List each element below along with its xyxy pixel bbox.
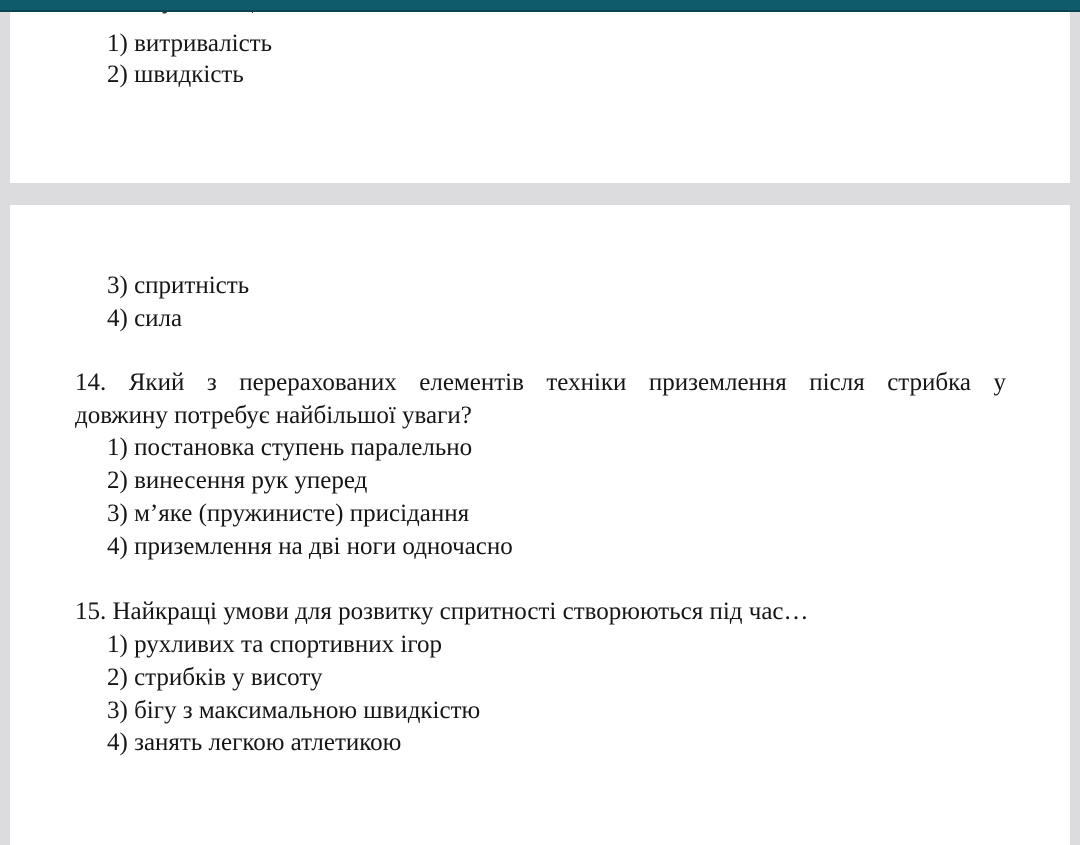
q14-option-1: 1) постановка ступень паралельно xyxy=(107,434,473,461)
q13-option-4: 4) сила xyxy=(107,305,183,332)
q15-option-4: 4) занять легкою атлетикою xyxy=(107,729,402,756)
q13-option-2: 2) швидкість xyxy=(107,61,244,88)
q15-option-2: 2) стрибків у висоту xyxy=(107,664,323,691)
question-14-text-line-2: довжину потребує найбільшої уваги? xyxy=(75,402,472,429)
q13-option-1: 1) витривалість xyxy=(107,30,273,57)
document-page-2 xyxy=(10,205,1070,845)
q14-option-2: 2) винесення рук уперед xyxy=(107,467,368,494)
q13-option-3: 3) спритність xyxy=(107,272,250,299)
q14-option-3: 3) м’яке (пружинисте) присідання xyxy=(107,500,470,527)
viewer-top-bar xyxy=(0,0,1080,12)
q14-option-4: 4) приземлення на дві ноги одночасно xyxy=(107,533,513,560)
document-page-1 xyxy=(10,0,1070,183)
question-15-text: 15. Найкращі умови для розвитку спритності створюються під час… xyxy=(75,598,809,625)
question-14-text-line-1: 14. Який з перерахованих елементів техніки приземлення після стрибка у xyxy=(75,369,1006,396)
q15-option-1: 1) рухливих та спортивних ігор xyxy=(107,631,442,658)
q15-option-3: 3) бігу з максимальною швидкістю xyxy=(107,697,481,724)
